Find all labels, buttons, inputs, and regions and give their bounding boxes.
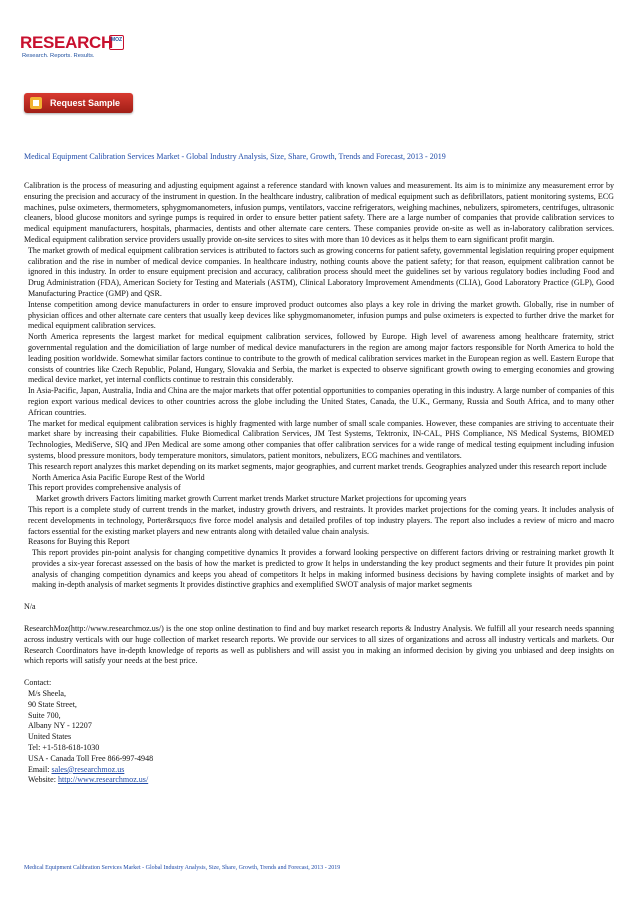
na-text: N/a	[24, 602, 36, 612]
report-title-link[interactable]: Medical Equipment Calibration Services Market - Global Industry Analysis, Size, Share, Growth, Trends and Forecast, 2013 - 2019	[24, 152, 446, 161]
paragraph-about: ResearchMoz(http://www.researchmoz.us/) is the one stop online destination to find and buy market research reports & Industry Analysis. We fulfill all your research needs spanning across industry verticals with our huge collection of market research reports. We provide our services to all sizes of organizations and across all industry verticals and markets. Our Research Coordinators have in-depth knowledge of reports as well as publishers and will assist you in making an informed decision by giving you unbiased and deep insights on which reports will satisfy your needs at the best price.	[24, 624, 614, 666]
contact-country: United States	[28, 732, 72, 742]
contact-tel: Tel: +1-518-618-1030	[28, 743, 100, 753]
contact-street: 90 State Street,	[28, 699, 77, 709]
paragraph-reasons: This report provides pin-point analysis for changing competitive dynamics It provides a forward looking perspective on different factors driving or restraining market growth It provides a six-year forecast assessed on the basis of how the market is predicted to grow It helps in understanding the key product segments and their future It provides pin point analysis of changing competition dynamics and keeps you ahead of competitors It helps in making informed business decisions by having complete insights of market and by making in-depth analysis of market segments It provides distinctive graphics and exemplified SWOT analysis of major market segments	[32, 548, 614, 590]
paragraph-analysis-of: This report provides comprehensive analysis of	[28, 483, 181, 493]
contact-email-row	[24, 765, 614, 776]
logo-tagline: Research. Reports. Results.	[22, 53, 95, 59]
report-body	[24, 181, 614, 786]
list-analysis-items: Market growth drivers Factors limiting market growth Current market trends Market structure Market projections for upcoming years	[36, 494, 467, 504]
researchmoz-logo	[20, 33, 123, 64]
contact-website-row	[24, 775, 614, 786]
paragraph-competition: Intense competition among device manufacturers in order to ensure improved product outcomes also plays a key role in driving the market growth. Globally, rise in number of physician offices and other alternate care centers that usually keep devices like sphygmomanometer, infusion pumps and pulse oximeters is expected to further drive the market for medical equipment calibration services.	[28, 299, 614, 331]
contact-heading: Contact:	[24, 678, 52, 688]
heading-reasons: Reasons for Buying this Report	[28, 537, 130, 547]
list-geographies: North America Asia Pacific Europe Rest of the World	[32, 472, 205, 482]
contact-name: M/s Sheela,	[28, 689, 66, 699]
logo-wordmark: RESEARCH	[20, 33, 114, 52]
contact-city: Albany NY - 12207	[28, 721, 92, 731]
email-link[interactable]: sales@researchmoz.us	[51, 764, 125, 774]
paragraph-asia-pacific: In Asia-Pacific, Japan, Australia, India and China are the major markets that offer potential opportunities to companies operating in this industry. A large number of companies of this region export various medical devices to other countries across the globe including the United States, Canada, the U.K., Germany, Russia and South Africa, and to many other African countries.	[28, 386, 614, 417]
page-footer: Medical Equipment Calibration Services Market - Global Industry Analysis, Size, Share, Growth, Trends and Forecast, 2013 - 2019	[24, 865, 341, 871]
request-sample-label: Request Sample	[50, 98, 121, 108]
logo-badge: MOZ	[109, 35, 124, 50]
document-icon	[30, 97, 42, 109]
website-link[interactable]: http://www.researchmoz.us/	[57, 775, 149, 785]
paragraph-growth: The market growth of medical equipment calibration services is attributed to factors such as growing concerns for patient safety, governmental legislation requiring proper equipment calibration and the rise in number of medical device companies. In healthcare industry, nothing counts above the patient safety; for that reason, equipment calibration cannot be ignored in this industry. In order to ensure equipment precision and accuracy, calibration process should meet the guidelines set by various regulatory bodies including Food and Drug Administration (FDA), American Society for Testing and Materials (ASTM), Clinical Laboratory Improvement Amendments (CLIA), Good Laboratory Practice (GLP), Good Manufacturing Practice (GMP) and QSR.	[28, 245, 614, 298]
contact-suite: Suite 700,	[28, 710, 61, 720]
paragraph-intro: Calibration is the process of measuring and adjusting equipment against a reference standard with known values and measurement. Its aim is to minimize any measurement error by ensuring the precision and accuracy of the instrument in question. In the healthcare industry, calibration of medical equipment such as defibrillators, patient monitoring systems, ECG machines, pulse oximeters, thermometers, sphygmomanometers, infusion pumps, ventilators, vaccine refrigerators, weighing machines, nebulizers, spirometers, centrifuges, ultrasonic cleaners, blood glucose monitors and syringe pumps is required in order to ensure better patient safety. There are a large number of companies that provide calibration services to medical equipment manufacturers, hospitals, pharmacies, dentists and other alternate care centers. These companies provide on-site as well as in-laboratory calibration services. Medical equipment calibration service providers usually provide on-site services to sites with more than 10 devices as it helps them to earn significant profit margin.	[24, 181, 614, 244]
paragraph-geographies: This research report analyzes this market depending on its market segments, major geographies, and current market trends. Geographies analyzed under this research report include	[28, 461, 607, 471]
paragraph-competitive-landscape: The market for medical equipment calibration services is highly fragmented with large number of small scale companies. However, these companies are striving to accentuate their market share by increasing their capabilities. Fluke Biomedical Calibration Services, JM Test Systems, Tektronix, IN-CAL, PHS Compliance, NS Medical Systems, BIOMED Technologies, MediServe, SIQ and JPen Medical are some among other companies that offer calibration services for a wide range of medical testing equipment including infusion systems, blood pressure monitors, body temperature monitors, simulators, patient monitors, nebulizers, ECG machines and ventilators.	[28, 418, 614, 460]
website-label: Website:	[28, 775, 58, 785]
request-sample-button[interactable]	[24, 93, 133, 113]
paragraph-north-america: North America represents the largest market for medical equipment calibration services, followed by Europe. High level of awareness among healthcare fraternity, strict governmental regulation and the domiciliation of large number of medical device manufacturers in the region are among major factors responsible for North America to hold the leading position worldwide. Somewhat similar factors continue to contribute to the growth of medical calibration services market in the European region as well. Eastern Europe that consists of countries like Czech Republic, Poland, Hungary, Slovakia and Serbia, the market is expected to observe significant growth owing to emerging economies and growing medical device market, yet internal conflicts continue to restrain this considerably.	[28, 332, 614, 385]
paragraph-study: This report is a complete study of current trends in the market, industry growth drivers, and restraints. It provides market projections for the coming years. It includes analysis of recent developments in technology, Porter&rsquo;s five force model analysis and detailed profiles of top industry players. The report also includes a review of micro and macro factors essential for the existing market players and new entrants along with detailed value chain analysis.	[28, 504, 614, 536]
email-label: Email:	[28, 764, 52, 774]
contact-tollfree: USA - Canada Toll Free 866-997-4948	[28, 753, 154, 763]
